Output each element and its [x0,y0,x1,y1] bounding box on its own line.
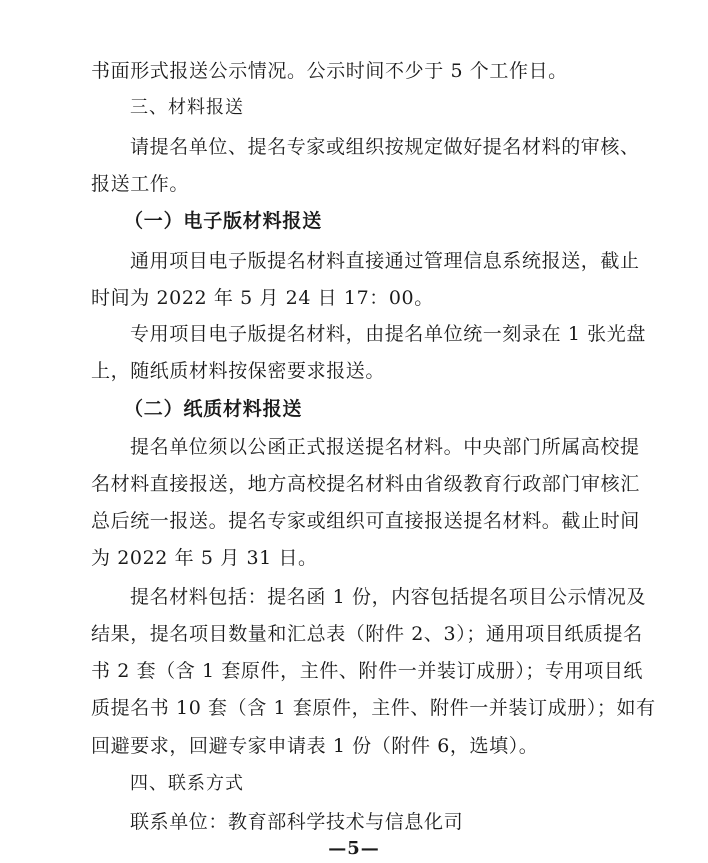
paragraph-line: 为 2022 年 5 月 31 日。 [91,547,318,569]
paragraph-line: 书 2 套（含 1 套原件，主件、附件一并装订成册）；专用项目纸 [91,660,644,682]
paragraph-line: 提名单位须以公函正式报送提名材料。中央部门所属高校提 [130,436,640,458]
paragraph-line: 报送工作。 [91,173,190,195]
paragraph-line: 联系单位：教育部科学技术与信息化司 [130,811,464,833]
section-heading-contact: 四、联系方式 [130,773,244,794]
paragraph-line: 上，随纸质材料按保密要求报送。 [91,360,386,382]
paragraph-line: 请提名单位、提名专家或组织按规定做好提名材料的审核、 [130,136,640,158]
paragraph-line: 质提名书 10 套（含 1 套原件，主件、附件一并装订成册）；如有 [91,697,656,719]
subsection-heading-paper: （二）纸质材料报送 [124,398,303,420]
paragraph-line: 时间为 2022 年 5 月 24 日 17：00。 [91,287,434,309]
paragraph-line: 通用项目电子版提名材料直接通过管理信息系统报送，截止 [130,250,640,272]
paragraph-line: 结果，提名项目数量和汇总表（附件 2、3）；通用项目纸质提名 [91,623,643,645]
page-number: —5— [328,838,380,859]
paragraph-line: 名材料直接报送，地方高校提名材料由省级教育行政部门审核汇 [91,473,640,495]
paragraph-line: 提名材料包括：提名函 1 份，内容包括提名项目公示情况及 [130,586,646,608]
paragraph-line: 书面形式报送公示情况。公示时间不少于 5 个工作日。 [91,60,568,82]
paragraph-line: 总后统一报送。提名专家或组织可直接报送提名材料。截止时间 [91,510,640,532]
paragraph-line: 回避要求，回避专家申请表 1 份（附件 6，选填）。 [91,735,539,757]
paragraph-line: 专用项目电子版提名材料，由提名单位统一刻录在 1 张光盘 [130,323,646,345]
subsection-heading-electronic: （一）电子版材料报送 [124,210,323,232]
section-heading-materials: 三、材料报送 [130,97,244,118]
